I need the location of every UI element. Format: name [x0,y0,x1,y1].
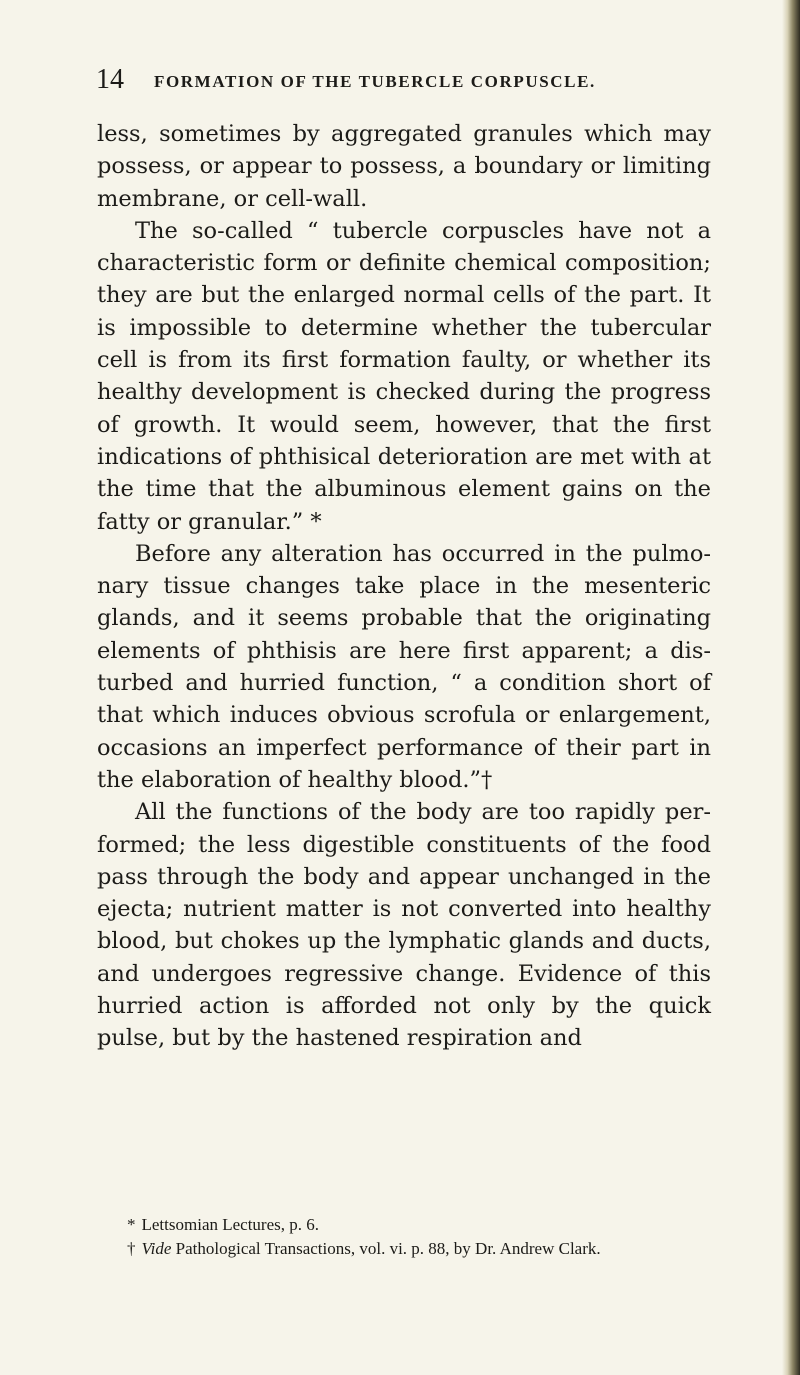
footnote-vide: Vide [141,1239,172,1258]
paragraph: Before any alteration has occurred in the pulmo- nary tissue changes take place in the mesenteric glands, and it seems probable that the originating elements of phthisis are here first apparent; a dis- turbed and hurried function, “ a condition short of that which induces obvious scrofula or enlargement, occasions an imperfect performance of their part in the elaboration of healthy blood.”† [97,540,711,793]
footnote [97,1237,711,1261]
paragraph: The so-called “ tubercle corpuscles have not a characteristic form or definite chemical composition; they are but the enlarged normal cells of the part. It is impossible to determine whether the tubercular cell is from its first formation faulty, or whether its healthy development is checked during the progress of growth. It would seem, however, that the first indications of phthisical deterioration are met with at the time that the albuminous element gains on the fatty or granular.” * [97,217,711,535]
footnote-text: Pathological Transactions, vol. vi. p. 88, by Dr. Andrew Clark. [175,1239,601,1258]
footnote [97,1213,711,1237]
paragraph: All the functions of the body are too rapidly per- formed; the less digestible constituents of the food pass through the body and appear unchanged in the ejecta; nutrient matter is not converted into healthy blood, but chokes up the lymphatic glands and ducts, and undergoes regressive change. Evidence of this hurried action is afforded not only by the quick pulse, but by the hastened respiration and [97,799,711,1052]
footnote-mark: * [127,1215,136,1234]
paragraph: less, sometimes by aggregated granules which may possess, or appear to possess, a boundary or limiting membrane, or cell-wall. [97,121,711,212]
body-text [97,118,711,1055]
footnote-mark: † [127,1239,136,1258]
footnotes [97,1213,711,1261]
page-edge-shadow [782,0,800,1375]
running-head: FORMATION OF THE TUBERCLE CORPUSCLE. [154,72,596,91]
page-number: 14 [96,64,124,95]
footnote-text: Lettsomian Lectures, p. 6. [141,1215,320,1234]
page-header [96,64,736,100]
